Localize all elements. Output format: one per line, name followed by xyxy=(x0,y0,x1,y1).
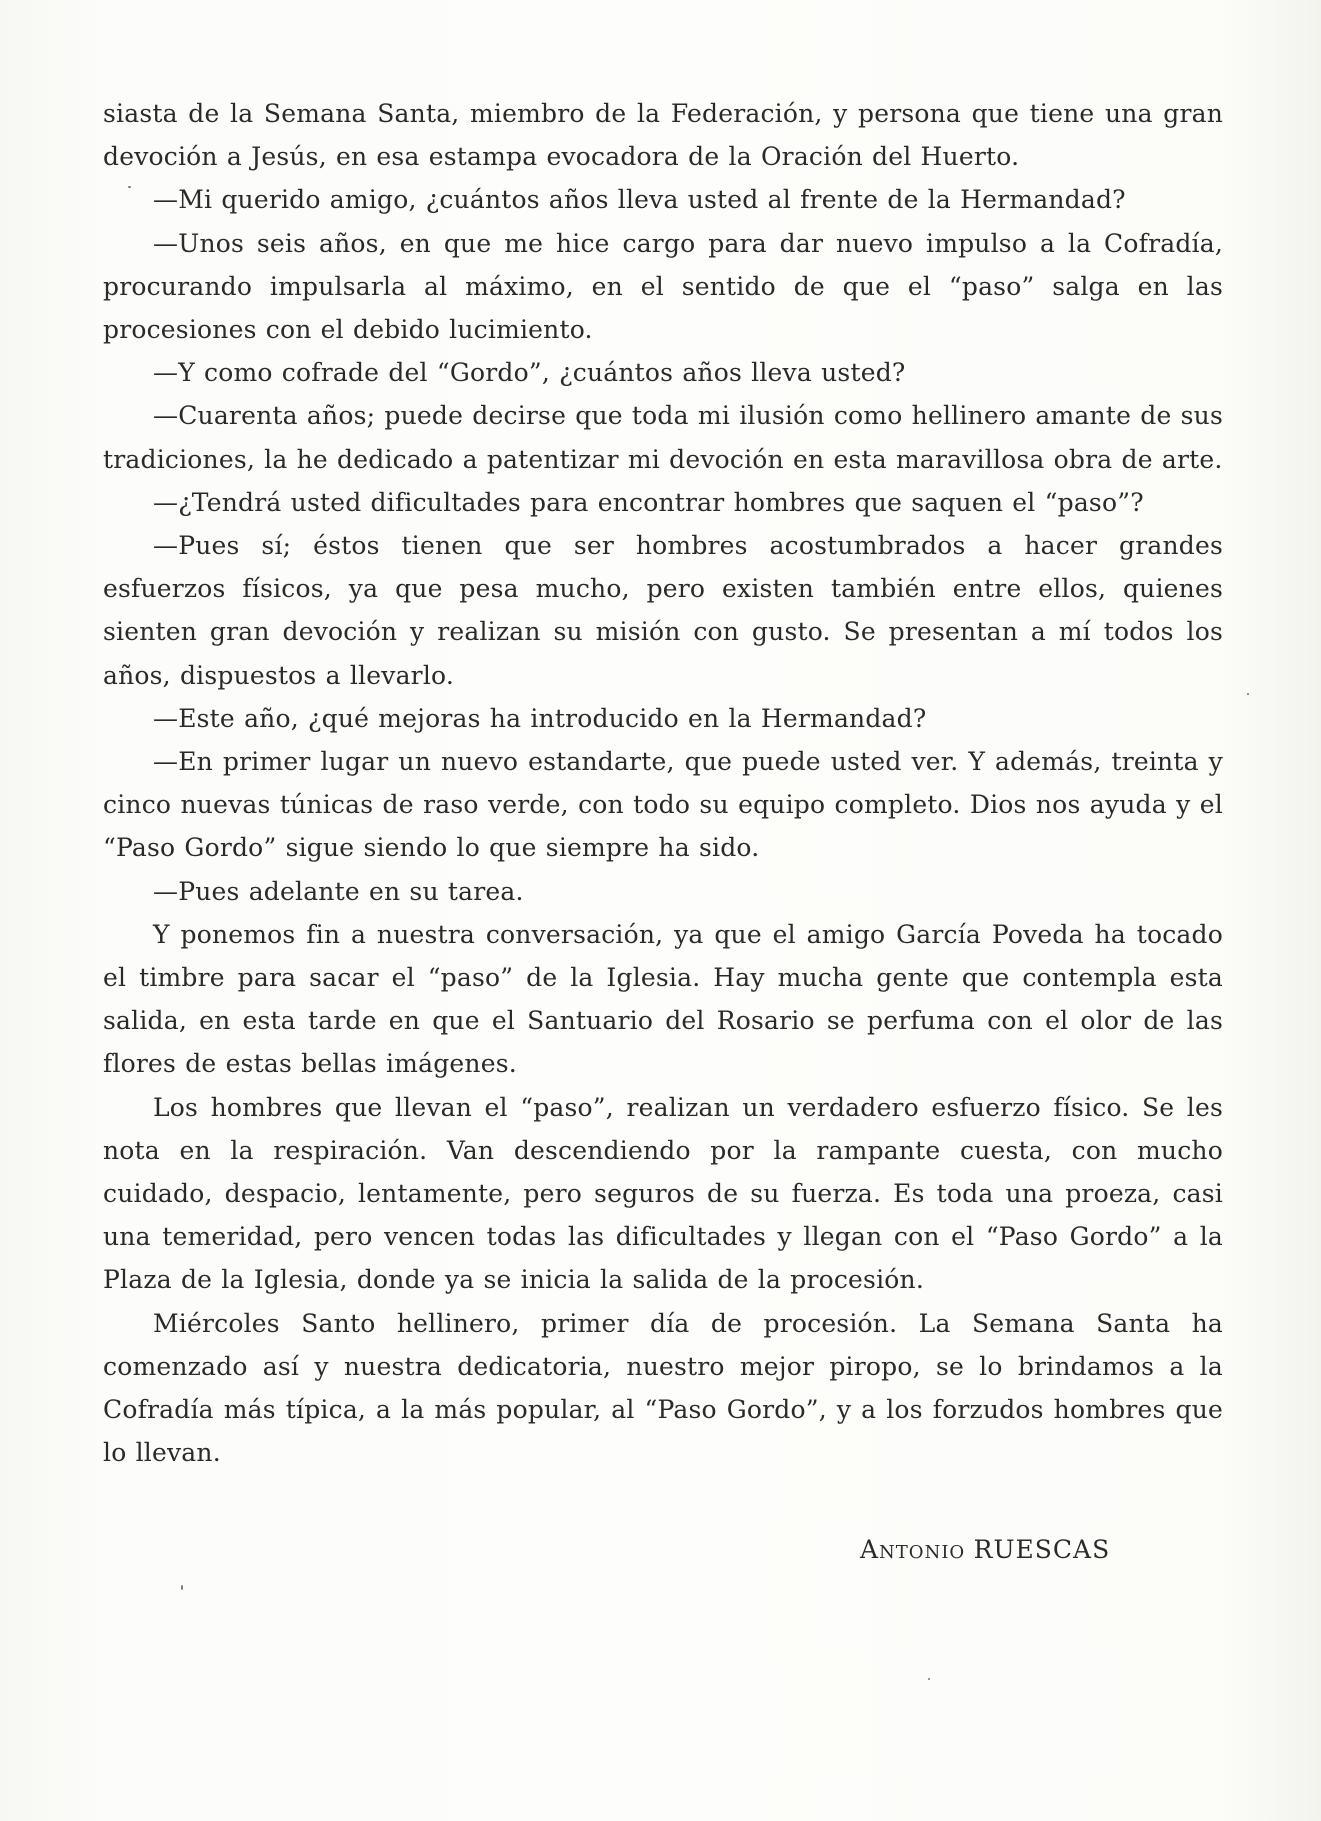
paragraph-13: Miércoles Santo hellinero, primer día de procesión. La Semana Santa ha comenzado así y nuestra dedicatoria, nuestro mejor piropo, se lo brindamos a la Cofradía más típica, a la más popular, al “Paso Gordo”, y a los forzudos hombres que lo llevan. xyxy=(103,1308,1223,1468)
paragraph-9: —En primer lugar un nuevo estandarte, que puede usted ver. Y además, treinta y cinco nuevas túnicas de raso verde, con todo su equipo completo. Dios nos ayuda y el “Paso Gordo” sigue siendo lo que siempre ha sido. xyxy=(103,747,1223,863)
paragraph-12: Los hombres que llevan el “paso”, realizan un verdadero esfuerzo físico. Se les nota en la respiración. Van descendiendo por la rampante cuesta, con mucho cuidado, despacio, lentamente, pero seguros de su fuerza. Es toda una proeza, casi una temeridad, pero vencen todas las dificultades y llegan con el “Paso Gordo” a la Plaza de la Iglesia, donde ya se inicia la salida de la procesión. xyxy=(103,1092,1223,1295)
paragraph-2: —Mi querido amigo, ¿cuántos años lleva usted al frente de la Hermandad? xyxy=(153,185,1126,215)
paragraph-6: —¿Tendrá usted dificultades para encontrar hombres que saquen el “paso”? xyxy=(153,487,1144,517)
paragraph-11: Y ponemos fin a nuestra conversación, ya que el amigo García Poveda ha tocado el timbre para sacar el “paso” de la Iglesia. Hay mucha gente que contempla esta salida, en esta tarde en que el Santuario del Rosario se perfuma con el olor de las flores de estas bellas imágenes. xyxy=(103,919,1223,1079)
paragraph-8: —Este año, ¿qué mejoras ha introducido en la Hermandad? xyxy=(153,703,927,733)
article-body xyxy=(103,92,1223,1475)
author-last-name: RUESCAS xyxy=(973,1535,1111,1564)
print-speck xyxy=(181,1585,183,1590)
author-first-name: Antonio xyxy=(860,1535,966,1564)
paragraph-4: —Y como cofrade del “Gordo”, ¿cuántos años lleva usted? xyxy=(153,358,906,388)
paragraph-1: siasta de la Semana Santa, miembro de la Federación, y persona que tiene una gran devoción a Jesús, en esa estampa evocadora de la Oración del Huerto. xyxy=(103,99,1223,172)
paragraph-10: —Pues adelante en su tarea. xyxy=(153,876,524,906)
paragraph-3: —Unos seis años, en que me hice cargo para dar nuevo impulso a la Cofradía, procurando impulsarla al máximo, en el sentido de que el “paso” salga en las procesiones con el debido lucimiento. xyxy=(103,228,1223,345)
paragraph-5: —Cuarenta años; puede decirse que toda mi ilusión como hellinero amante de sus tradiciones, la he dedicado a patentizar mi devoción en esta maravillosa obra de arte. xyxy=(103,401,1223,474)
author-signature xyxy=(860,1528,1110,1572)
paragraph-7: —Pues sí; éstos tienen que ser hombres acostumbrados a hacer grandes esfuerzos físicos, ya que pesa mucho, pero existen también entre ellos, quienes sienten gran devoción y realizan su misión con gusto. Se presentan a mí todos los años, dispuestos a llevarlo. xyxy=(103,531,1223,690)
print-speck xyxy=(928,1678,930,1680)
print-speck xyxy=(1247,693,1249,695)
print-speck xyxy=(128,186,131,188)
